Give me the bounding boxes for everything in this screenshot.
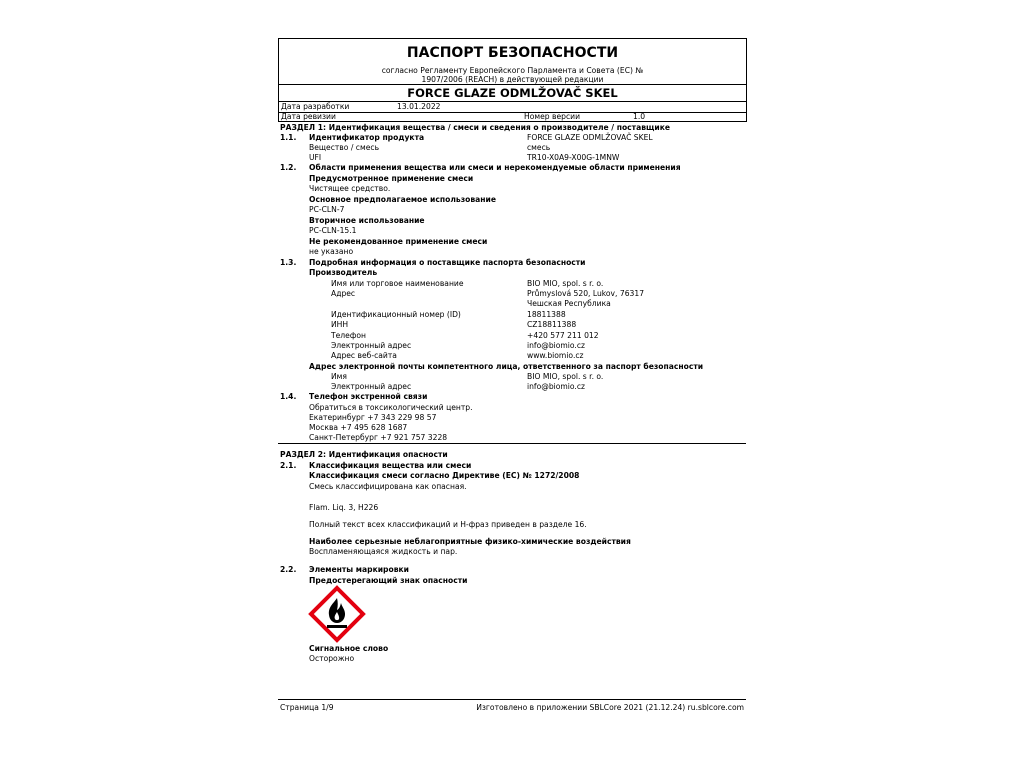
s12-num: 1.2. (280, 163, 297, 172)
competent-email-label: Электронный адрес (331, 382, 412, 391)
s11-substance-value: смесь (527, 143, 551, 152)
s21-effects-title: Наиболее серьезные неблагоприятные физико-химические воздействия (309, 537, 631, 546)
s11-ufi-value: TR10-X0A9-X00G-1MNW (527, 153, 620, 162)
supplier-inn-label: ИНН (331, 320, 349, 329)
s12-secondary-title: Вторичное использование (309, 216, 425, 225)
section-divider (278, 443, 746, 444)
supplier-phone-label: Телефон (331, 331, 366, 340)
product-name: FORCE GLAZE ODMLŽOVAČ SKEL (407, 86, 618, 100)
s12-intended-title: Предусмотренное применение смеси (309, 174, 474, 183)
emergency-line: Москва +7 495 628 1687 (309, 423, 408, 432)
flame-hazard-icon (308, 585, 366, 643)
s21-num: 2.1. (280, 461, 297, 470)
supplier-email-value: info@biomio.cz (527, 341, 586, 350)
s14-num: 1.4. (280, 392, 297, 401)
s13-competent-title: Адрес электронной почты компетентного лица, ответственного за паспорт безопасности (309, 362, 704, 371)
s12-intended-value: Чистящее средство. (309, 184, 391, 193)
s12-title: Области применения вещества или смеси и нерекомендуемые области применения (309, 163, 681, 172)
supplier-email-label: Электронный адрес (331, 341, 412, 350)
competent-name-value: BIO MIO, spol. s r. o. (527, 372, 604, 381)
s22-title: Элементы маркировки (309, 565, 409, 574)
s22-pictogram-title: Предостерегающий знак опасности (309, 576, 468, 585)
supplier-phone-value: +420 577 211 012 (527, 331, 599, 340)
divider (279, 84, 746, 85)
s22-signal-value: Осторожно (309, 654, 355, 663)
footer-page: Страница 1/9 (280, 703, 334, 712)
supplier-name-value: BIO MIO, spol. s r. o. (527, 279, 604, 288)
s14-title: Телефон экстренной связи (309, 392, 428, 401)
emergency-line: Санкт-Петербург +7 921 757 3228 (309, 433, 448, 442)
s21-line2: Flam. Liq. 3, H226 (309, 503, 379, 512)
s13-producer-title: Производитель (309, 268, 378, 277)
section1-title: РАЗДЕЛ 1: Идентификация вещества / смеси и сведения о производителе / поставщике (280, 123, 671, 132)
s13-num: 1.3. (280, 258, 297, 267)
s11-product-value: FORCE GLAZE ODMLŽOVAČ SKEL (527, 133, 653, 142)
header-box (278, 38, 747, 122)
version-value: 1.0 (633, 112, 646, 121)
footer-divider (278, 699, 746, 700)
s22-num: 2.2. (280, 565, 297, 574)
s22-signal-title: Сигнальное слово (309, 644, 389, 653)
supplier-address-label: Адрес (331, 289, 356, 298)
s12-main-value: PC-CLN-7 (309, 205, 345, 214)
s21-line3: Полный текст всех классификаций и H-фраз приведен в разделе 16. (309, 520, 587, 529)
s11-title: Идентификатор продукта (309, 133, 425, 142)
s13-title: Подробная информация о поставщике паспорта безопасности (309, 258, 586, 267)
s12-not-recommended-value: не указано (309, 247, 354, 256)
s21-effects-value: Воспламеняющаяся жидкость и пар. (309, 547, 458, 556)
s21-sub-title: Классификация смеси согласно Директиве (ЕС) № 1272/2008 (309, 471, 580, 480)
s12-secondary-value: PC-CLN-15.1 (309, 226, 357, 235)
revision-date-label: Дата ревизии (281, 112, 336, 121)
supplier-id-label: Идентификационный номер (ID) (331, 310, 461, 319)
divider (279, 112, 746, 113)
s12-not-recommended-title: Не рекомендованное применение смеси (309, 237, 488, 246)
version-label: Номер версии (524, 112, 581, 121)
s11-ufi-label: UFI (309, 153, 322, 162)
s11-substance-label: Вещество / смесь (309, 143, 380, 152)
supplier-address-value: Průmyslová 520, Lukov, 76317 (527, 289, 645, 298)
footer-generated: Изготовлено в приложении SBLCore 2021 (21.12.24) ru.sblcore.com (476, 703, 744, 712)
competent-name-label: Имя (331, 372, 347, 381)
document-title: ПАСПОРТ БЕЗОПАСНОСТИ (406, 45, 619, 61)
regulation-line2: 1907/2006 (REACH) в действующей редакции (421, 75, 604, 84)
supplier-website-label: Адрес веб-сайта (331, 351, 397, 360)
creation-date: 13.01.2022 (397, 102, 441, 111)
s21-title: Классификация вещества или смеси (309, 461, 472, 470)
supplier-country-value: Чешская Республика (527, 299, 611, 308)
s21-line1: Смесь классифицирована как опасная. (309, 482, 467, 491)
section2-title: РАЗДЕЛ 2: Идентификация опасности (280, 450, 448, 459)
supplier-name-label: Имя или торговое наименование (331, 279, 464, 288)
emergency-line: Обратиться в токсикологический центр. (309, 403, 473, 412)
supplier-website-value: www.biomio.cz (527, 351, 584, 360)
supplier-id-value: 18811388 (527, 310, 566, 319)
supplier-inn-value: CZ18811388 (527, 320, 577, 329)
creation-date-label: Дата разработки (281, 102, 350, 111)
s11-num: 1.1. (280, 133, 297, 142)
s12-main-title: Основное предполагаемое использование (309, 195, 496, 204)
regulation-line1: согласно Регламенту Европейского Парламента и Совета (ЕС) № (381, 66, 644, 75)
emergency-line: Екатеринбург +7 343 229 98 57 (309, 413, 437, 422)
competent-email-value: info@biomio.cz (527, 382, 586, 391)
